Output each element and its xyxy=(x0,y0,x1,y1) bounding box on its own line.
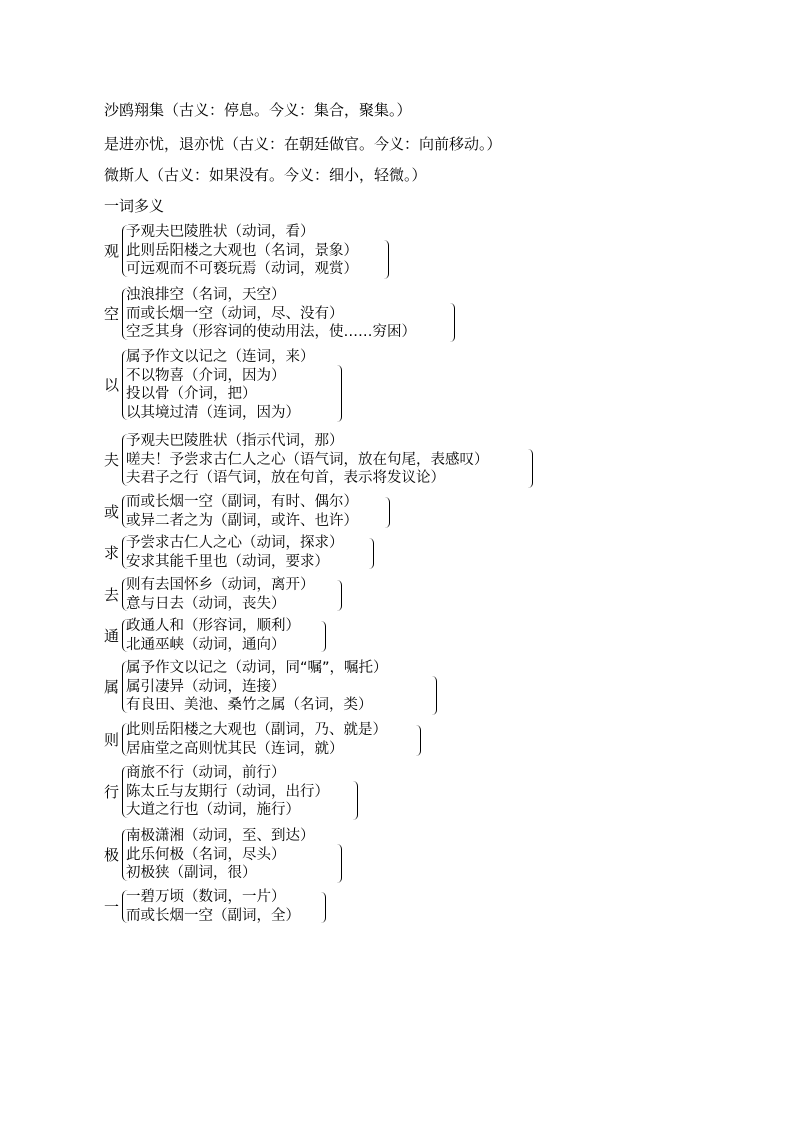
sense-item: 可远观而不可亵玩焉（动词，观赏） xyxy=(126,261,358,277)
right-brace xyxy=(369,538,374,569)
sense-item: 嗟夫！予尝求古仁人之心（语气词，放在句尾，表感叹） xyxy=(126,451,489,468)
sense-list xyxy=(126,493,358,530)
text-line-2: 是进亦忧，退亦忧（古义：在朝廷做官。今义：向前移动。） xyxy=(104,135,502,153)
headword: 求 xyxy=(104,543,120,562)
sense-item: 有良田、美池、桑竹之属（名词，类） xyxy=(126,697,373,713)
sense-item: 空乏其身（形容词的使动用法，使……穷困） xyxy=(126,324,416,340)
sense-item: 居庙堂之高则忧其民（连词，就） xyxy=(126,740,344,757)
sense-item: 夫君子之行（语气词，放在句首，表示将发议论） xyxy=(126,470,445,486)
sense-item: 陈太丘与友期行（动词，出行） xyxy=(126,783,329,800)
sense-item: 此则岳阳楼之大观也（名词，景象） xyxy=(126,242,358,259)
sense-item: 此乐何极（名词，尽头） xyxy=(126,846,286,863)
right-brace xyxy=(450,303,455,342)
sense-list xyxy=(126,659,388,715)
right-brace xyxy=(337,580,342,611)
sense-item: 或异二者之为（副词，或许、也许） xyxy=(126,512,358,529)
sense-item: 而或长烟一空（副词，有时、偶尔） xyxy=(126,494,358,510)
headword: 或 xyxy=(104,502,120,521)
sense-item: 予观夫巴陵胜状（动词，看） xyxy=(126,224,315,240)
text-line-3: 微斯人（古义：如果没有。今义：细小，轻微。） xyxy=(104,166,427,184)
sense-item: 则有去国怀乡（动词，离开） xyxy=(126,577,315,593)
sense-list xyxy=(126,764,329,820)
headword: 属 xyxy=(104,677,120,696)
sense-list xyxy=(126,348,315,422)
headword: 则 xyxy=(104,730,120,749)
right-brace xyxy=(528,449,533,488)
sense-list xyxy=(126,534,344,571)
sense-list xyxy=(126,721,387,758)
headword: 极 xyxy=(104,845,120,864)
text-line-1: 沙鸥翔集（古义：停息。今义：集合，聚集。） xyxy=(104,101,412,119)
sense-list xyxy=(126,576,315,613)
sense-item: 以其境过清（连词，因为） xyxy=(126,404,300,421)
headword: 去 xyxy=(104,585,120,604)
sense-list xyxy=(126,888,300,925)
headword: 夫 xyxy=(104,450,120,469)
sense-item: 属予作文以记之（连词，来） xyxy=(126,349,315,365)
sense-item: 一碧万顷（数词，一片） xyxy=(126,889,286,905)
right-brace xyxy=(337,365,342,423)
section-heading: 一词多义 xyxy=(104,197,165,215)
right-brace xyxy=(321,892,326,923)
right-brace xyxy=(321,621,326,652)
sense-list xyxy=(126,286,416,342)
sense-item: 属予作文以记之（动词，同“嘱”，嘱托） xyxy=(126,660,388,676)
sense-list xyxy=(126,827,315,883)
right-brace xyxy=(416,725,421,756)
right-brace xyxy=(432,676,437,715)
sense-item: 而或长烟一空（副词，全） xyxy=(126,907,300,924)
right-brace xyxy=(337,844,342,883)
sense-item: 意与日去（动词，丧失） xyxy=(126,595,286,612)
right-brace xyxy=(385,497,390,528)
sense-item: 投以骨（介词，把） xyxy=(126,386,257,402)
sense-list xyxy=(126,617,300,654)
sense-item: 政通人和（形容词，顺利） xyxy=(126,618,300,634)
headword: 空 xyxy=(104,304,120,323)
sense-item: 大道之行也（动词，施行） xyxy=(126,802,300,818)
headword: 以 xyxy=(104,376,120,394)
sense-item: 浊浪排空（名词，天空） xyxy=(126,287,286,303)
sense-item: 初极狭（副词，很） xyxy=(126,865,257,881)
sense-item: 北通巫峡（动词，通向） xyxy=(126,636,286,653)
sense-list xyxy=(126,223,358,279)
headword: 行 xyxy=(104,782,120,801)
sense-item: 商旅不行（动词，前行） xyxy=(126,765,286,781)
sense-item: 属引凄异（动词，连接） xyxy=(126,678,286,695)
sense-item: 予观夫巴陵胜状（指示代词，那） xyxy=(126,433,344,449)
right-brace xyxy=(353,781,358,820)
headword: 观 xyxy=(104,241,120,260)
sense-item: 南极潇湘（动词，至、到达） xyxy=(126,828,315,844)
headword: 一 xyxy=(104,897,120,916)
sense-item: 而或长烟一空（动词，尽、没有） xyxy=(126,305,344,322)
sense-item: 安求其能千里也（动词，要求） xyxy=(126,553,329,570)
sense-item: 不以物喜（介词，因为） xyxy=(126,367,286,384)
headword: 通 xyxy=(104,626,120,645)
sense-item: 此则岳阳楼之大观也（副词，乃、就是） xyxy=(126,722,387,738)
right-brace xyxy=(384,240,389,279)
sense-item: 予尝求古仁人之心（动词，探求） xyxy=(126,535,344,551)
sense-list xyxy=(126,432,489,488)
